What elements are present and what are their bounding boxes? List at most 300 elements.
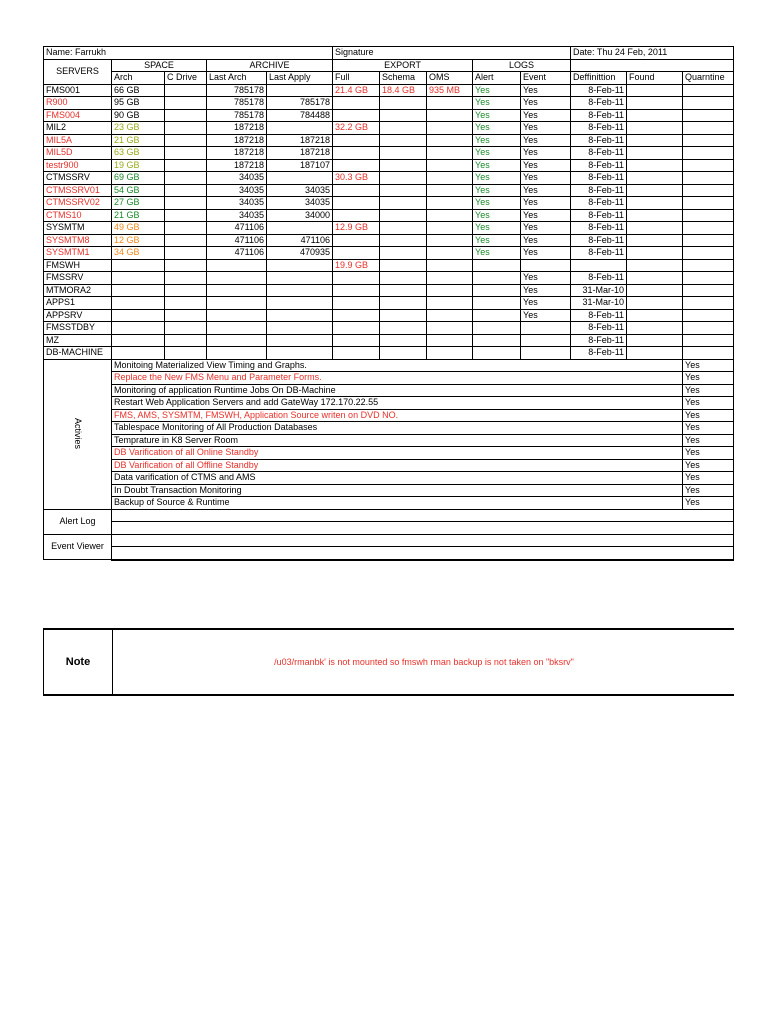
server-found xyxy=(627,309,683,322)
server-last-apply: 187107 xyxy=(267,159,333,172)
server-found xyxy=(627,272,683,285)
server-name: MIL5D xyxy=(44,147,112,160)
server-oms xyxy=(427,284,473,297)
server-quar xyxy=(683,259,734,272)
server-arch: 63 GB xyxy=(112,147,165,160)
server-quar xyxy=(683,209,734,222)
alert-log-value xyxy=(112,522,734,535)
server-event: Yes xyxy=(521,209,571,222)
note-text: /u03/rmanbk' is not mounted so fmswh rman backup is not taken on "bksrv" xyxy=(274,657,574,667)
server-full xyxy=(333,247,380,260)
event-viewer-value xyxy=(112,547,734,560)
server-last-apply xyxy=(267,297,333,310)
server-arch xyxy=(112,322,165,335)
server-quar xyxy=(683,184,734,197)
activity-status: Yes xyxy=(683,409,734,422)
server-alert xyxy=(473,297,521,310)
server-schema: 18.4 GB xyxy=(380,84,427,97)
server-cdrive xyxy=(165,284,207,297)
server-oms xyxy=(427,109,473,122)
server-arch: 66 GB xyxy=(112,84,165,97)
server-found xyxy=(627,184,683,197)
server-found xyxy=(627,334,683,347)
server-event: Yes xyxy=(521,159,571,172)
server-def: 8-Feb-11 xyxy=(571,209,627,222)
logs-header: LOGS xyxy=(473,59,571,72)
server-def: 8-Feb-11 xyxy=(571,109,627,122)
server-last-apply xyxy=(267,272,333,285)
server-oms xyxy=(427,309,473,322)
server-last-arch: 471106 xyxy=(207,247,267,260)
server-name: MZ xyxy=(44,334,112,347)
server-alert xyxy=(473,309,521,322)
server-alert xyxy=(473,322,521,335)
server-name: MIL2 xyxy=(44,122,112,135)
activity-row xyxy=(44,497,734,510)
server-alert: Yes xyxy=(473,172,521,185)
server-schema xyxy=(380,172,427,185)
server-quar xyxy=(683,272,734,285)
server-arch xyxy=(112,284,165,297)
server-found xyxy=(627,297,683,310)
column-header: Last Arch xyxy=(207,72,267,85)
server-def: 8-Feb-11 xyxy=(571,234,627,247)
server-found xyxy=(627,209,683,222)
server-alert: Yes xyxy=(473,209,521,222)
server-quar xyxy=(683,109,734,122)
activity-status: Yes xyxy=(683,434,734,447)
alert-log-value xyxy=(112,509,734,522)
server-quar xyxy=(683,234,734,247)
activity-row xyxy=(44,447,734,460)
column-header-row xyxy=(44,72,734,85)
server-full xyxy=(333,322,380,335)
server-oms xyxy=(427,347,473,360)
activity-row xyxy=(44,422,734,435)
server-def: 8-Feb-11 xyxy=(571,134,627,147)
server-event: Yes xyxy=(521,147,571,160)
server-row xyxy=(44,322,734,335)
server-last-arch xyxy=(207,322,267,335)
server-last-arch xyxy=(207,297,267,310)
server-schema xyxy=(380,122,427,135)
server-cdrive xyxy=(165,347,207,360)
column-header: Found xyxy=(627,72,683,85)
server-full: 30.3 GB xyxy=(333,172,380,185)
server-found xyxy=(627,284,683,297)
activity-status: Yes xyxy=(683,359,734,372)
server-cdrive xyxy=(165,197,207,210)
activity-text: In Doubt Transaction Monitoring xyxy=(112,484,683,497)
server-arch: 12 GB xyxy=(112,234,165,247)
server-last-apply: 34035 xyxy=(267,197,333,210)
server-found xyxy=(627,109,683,122)
space-header: SPACE xyxy=(112,59,207,72)
server-alert xyxy=(473,272,521,285)
server-full: 12.9 GB xyxy=(333,222,380,235)
alert-log-row xyxy=(44,509,734,522)
server-last-arch: 187218 xyxy=(207,147,267,160)
event-viewer-value xyxy=(112,534,734,547)
server-quar xyxy=(683,284,734,297)
server-last-arch xyxy=(207,334,267,347)
server-name: SYSMTM8 xyxy=(44,234,112,247)
name-field: Name: Farrukh xyxy=(44,47,333,60)
server-last-apply: 785178 xyxy=(267,97,333,110)
server-arch: 21 GB xyxy=(112,209,165,222)
archive-header: ARCHIVE xyxy=(207,59,333,72)
server-oms xyxy=(427,259,473,272)
server-quar xyxy=(683,159,734,172)
server-full xyxy=(333,234,380,247)
server-quar xyxy=(683,134,734,147)
activity-status: Yes xyxy=(683,397,734,410)
server-row xyxy=(44,234,734,247)
server-last-apply: 471106 xyxy=(267,234,333,247)
note-label: Note xyxy=(44,630,113,694)
server-last-apply: 784488 xyxy=(267,109,333,122)
server-full xyxy=(333,197,380,210)
server-quar xyxy=(683,309,734,322)
server-full: 21.4 GB xyxy=(333,84,380,97)
server-row xyxy=(44,172,734,185)
server-cdrive xyxy=(165,109,207,122)
export-header: EXPORT xyxy=(333,59,473,72)
server-row xyxy=(44,222,734,235)
server-last-apply xyxy=(267,222,333,235)
server-row xyxy=(44,334,734,347)
server-name: FMSSTDBY xyxy=(44,322,112,335)
server-schema xyxy=(380,222,427,235)
server-name: MTMORA2 xyxy=(44,284,112,297)
server-def: 8-Feb-11 xyxy=(571,172,627,185)
server-schema xyxy=(380,134,427,147)
server-last-apply xyxy=(267,322,333,335)
server-schema xyxy=(380,209,427,222)
server-found xyxy=(627,259,683,272)
server-schema xyxy=(380,322,427,335)
server-quar xyxy=(683,222,734,235)
server-name: CTMS10 xyxy=(44,209,112,222)
server-alert: Yes xyxy=(473,109,521,122)
server-event: Yes xyxy=(521,272,571,285)
column-header: Last Apply xyxy=(267,72,333,85)
server-last-arch: 471106 xyxy=(207,234,267,247)
activity-text: Data varification of CTMS and AMS xyxy=(112,472,683,485)
server-found xyxy=(627,247,683,260)
server-cdrive xyxy=(165,234,207,247)
server-found xyxy=(627,84,683,97)
server-last-apply xyxy=(267,84,333,97)
server-def: 31-Mar-10 xyxy=(571,284,627,297)
server-row xyxy=(44,84,734,97)
server-alert xyxy=(473,347,521,360)
server-last-apply xyxy=(267,309,333,322)
activity-status: Yes xyxy=(683,384,734,397)
server-last-apply xyxy=(267,347,333,360)
server-quar xyxy=(683,347,734,360)
server-event: Yes xyxy=(521,222,571,235)
server-oms xyxy=(427,184,473,197)
server-schema xyxy=(380,334,427,347)
server-full xyxy=(333,147,380,160)
server-last-arch: 34035 xyxy=(207,209,267,222)
server-full xyxy=(333,334,380,347)
server-row xyxy=(44,284,734,297)
server-found xyxy=(627,159,683,172)
activity-text: Tablespace Monitoring of All Production Databases xyxy=(112,422,683,435)
column-header: Deffinittion xyxy=(571,72,627,85)
server-row xyxy=(44,259,734,272)
server-arch: 49 GB xyxy=(112,222,165,235)
activity-status: Yes xyxy=(683,372,734,385)
server-name: APPS1 xyxy=(44,297,112,310)
server-arch: 21 GB xyxy=(112,134,165,147)
server-def: 31-Mar-10 xyxy=(571,297,627,310)
server-full xyxy=(333,284,380,297)
server-last-arch: 34035 xyxy=(207,184,267,197)
server-last-arch: 34035 xyxy=(207,197,267,210)
column-header: Alert xyxy=(473,72,521,85)
server-last-arch xyxy=(207,347,267,360)
server-alert: Yes xyxy=(473,147,521,160)
server-last-apply: 187218 xyxy=(267,147,333,160)
server-schema xyxy=(380,147,427,160)
server-quar xyxy=(683,322,734,335)
server-last-arch: 187218 xyxy=(207,134,267,147)
event-viewer-label: Event Viewer xyxy=(44,534,112,560)
activity-row xyxy=(44,359,734,372)
server-alert: Yes xyxy=(473,222,521,235)
server-oms xyxy=(427,147,473,160)
server-last-arch: 187218 xyxy=(207,122,267,135)
server-schema xyxy=(380,247,427,260)
signature-field: Signature xyxy=(333,47,571,60)
event-viewer-row xyxy=(44,534,734,547)
server-oms xyxy=(427,122,473,135)
column-header: Schema xyxy=(380,72,427,85)
server-full xyxy=(333,209,380,222)
activity-text: DB Varification of all Offline Standby xyxy=(112,459,683,472)
server-name: FMS001 xyxy=(44,84,112,97)
server-schema xyxy=(380,284,427,297)
server-name: FMSWH xyxy=(44,259,112,272)
server-oms xyxy=(427,172,473,185)
column-header: Quarntine xyxy=(683,72,734,85)
server-found xyxy=(627,197,683,210)
server-cdrive xyxy=(165,122,207,135)
server-cdrive xyxy=(165,147,207,160)
server-oms: 935 MB xyxy=(427,84,473,97)
server-found xyxy=(627,347,683,360)
activity-row xyxy=(44,459,734,472)
server-arch: 95 GB xyxy=(112,97,165,110)
server-last-arch: 785178 xyxy=(207,84,267,97)
server-name: FMS004 xyxy=(44,109,112,122)
server-def: 8-Feb-11 xyxy=(571,309,627,322)
server-name: CTMSSRV xyxy=(44,172,112,185)
server-alert: Yes xyxy=(473,234,521,247)
activity-status: Yes xyxy=(683,447,734,460)
server-schema xyxy=(380,159,427,172)
server-event: Yes xyxy=(521,184,571,197)
server-quar xyxy=(683,84,734,97)
server-found xyxy=(627,322,683,335)
server-arch: 27 GB xyxy=(112,197,165,210)
server-arch xyxy=(112,297,165,310)
server-full xyxy=(333,297,380,310)
server-row xyxy=(44,347,734,360)
server-oms xyxy=(427,134,473,147)
activity-text: FMS, AMS, SYSMTM, FMSWH, Application Source writen on DVD NO. xyxy=(112,409,683,422)
server-name: CTMSSRV02 xyxy=(44,197,112,210)
server-arch: 19 GB xyxy=(112,159,165,172)
server-oms xyxy=(427,322,473,335)
server-quar xyxy=(683,247,734,260)
server-def: 8-Feb-11 xyxy=(571,159,627,172)
server-last-apply xyxy=(267,259,333,272)
server-alert: Yes xyxy=(473,122,521,135)
server-cdrive xyxy=(165,272,207,285)
server-last-apply xyxy=(267,172,333,185)
activity-row xyxy=(44,484,734,497)
date-field: Date: Thu 24 Feb, 2011 xyxy=(571,47,734,60)
server-alert xyxy=(473,334,521,347)
alert-log-label: Alert Log xyxy=(44,509,112,534)
server-oms xyxy=(427,97,473,110)
event-viewer-row-2 xyxy=(44,547,734,560)
server-def: 8-Feb-11 xyxy=(571,222,627,235)
server-alert: Yes xyxy=(473,84,521,97)
server-full xyxy=(333,134,380,147)
activity-text: Restart Web Application Servers and add GateWay 172.170.22.55 xyxy=(112,397,683,410)
server-def: 8-Feb-11 xyxy=(571,322,627,335)
activity-text: Replace the New FMS Menu and Parameter Forms. xyxy=(112,372,683,385)
server-oms xyxy=(427,234,473,247)
server-def: 8-Feb-11 xyxy=(571,147,627,160)
server-event: Yes xyxy=(521,234,571,247)
server-row xyxy=(44,97,734,110)
server-def: 8-Feb-11 xyxy=(571,184,627,197)
server-oms xyxy=(427,222,473,235)
server-arch: 69 GB xyxy=(112,172,165,185)
server-name: APPSRV xyxy=(44,309,112,322)
server-alert: Yes xyxy=(473,197,521,210)
server-row xyxy=(44,184,734,197)
server-cdrive xyxy=(165,134,207,147)
server-def: 8-Feb-11 xyxy=(571,197,627,210)
server-def: 8-Feb-11 xyxy=(571,272,627,285)
server-cdrive xyxy=(165,184,207,197)
activity-status: Yes xyxy=(683,422,734,435)
server-arch: 90 GB xyxy=(112,109,165,122)
server-oms xyxy=(427,334,473,347)
activity-status: Yes xyxy=(683,484,734,497)
server-full xyxy=(333,272,380,285)
column-header: Event xyxy=(521,72,571,85)
server-cdrive xyxy=(165,159,207,172)
server-arch xyxy=(112,347,165,360)
activities-label: Activies xyxy=(44,359,112,509)
server-quar xyxy=(683,172,734,185)
server-def: 8-Feb-11 xyxy=(571,97,627,110)
server-row xyxy=(44,147,734,160)
server-alert: Yes xyxy=(473,184,521,197)
server-last-arch: 785178 xyxy=(207,109,267,122)
server-quar xyxy=(683,147,734,160)
activity-status: Yes xyxy=(683,459,734,472)
server-row xyxy=(44,272,734,285)
server-last-apply xyxy=(267,122,333,135)
server-last-apply xyxy=(267,334,333,347)
server-found xyxy=(627,234,683,247)
column-header: Full xyxy=(333,72,380,85)
server-event xyxy=(521,259,571,272)
server-alert: Yes xyxy=(473,247,521,260)
server-schema xyxy=(380,234,427,247)
activity-text: Monitoing Materialized View Timing and Graphs. xyxy=(112,359,683,372)
server-oms xyxy=(427,209,473,222)
server-schema xyxy=(380,259,427,272)
server-event: Yes xyxy=(521,197,571,210)
server-last-apply: 34035 xyxy=(267,184,333,197)
server-schema xyxy=(380,97,427,110)
server-event: Yes xyxy=(521,247,571,260)
server-name: DB-MACHINE xyxy=(44,347,112,360)
server-full: 19.9 GB xyxy=(333,259,380,272)
activity-status: Yes xyxy=(683,472,734,485)
server-cdrive xyxy=(165,322,207,335)
server-found xyxy=(627,147,683,160)
server-event: Yes xyxy=(521,109,571,122)
server-last-apply: 34000 xyxy=(267,209,333,222)
server-last-apply xyxy=(267,284,333,297)
server-event: Yes xyxy=(521,297,571,310)
server-row xyxy=(44,134,734,147)
server-full xyxy=(333,109,380,122)
server-full xyxy=(333,184,380,197)
server-last-arch: 187218 xyxy=(207,159,267,172)
server-full: 32.2 GB xyxy=(333,122,380,135)
server-row xyxy=(44,247,734,260)
server-schema xyxy=(380,184,427,197)
activity-row xyxy=(44,397,734,410)
server-row xyxy=(44,159,734,172)
server-full xyxy=(333,159,380,172)
server-arch xyxy=(112,309,165,322)
server-status-sheet xyxy=(43,46,734,561)
server-name: R900 xyxy=(44,97,112,110)
column-header: OMS xyxy=(427,72,473,85)
server-name: SYSMTM1 xyxy=(44,247,112,260)
server-event: Yes xyxy=(521,84,571,97)
activity-row xyxy=(44,372,734,385)
server-full xyxy=(333,97,380,110)
server-event: Yes xyxy=(521,309,571,322)
server-schema xyxy=(380,272,427,285)
server-last-arch xyxy=(207,309,267,322)
server-last-apply: 187218 xyxy=(267,134,333,147)
column-header: C Drive xyxy=(165,72,207,85)
header-row xyxy=(44,47,734,60)
server-quar xyxy=(683,297,734,310)
server-alert: Yes xyxy=(473,134,521,147)
server-name: testr900 xyxy=(44,159,112,172)
server-cdrive xyxy=(165,297,207,310)
server-event: Yes xyxy=(521,172,571,185)
server-cdrive xyxy=(165,222,207,235)
server-name: CTMSSRV01 xyxy=(44,184,112,197)
